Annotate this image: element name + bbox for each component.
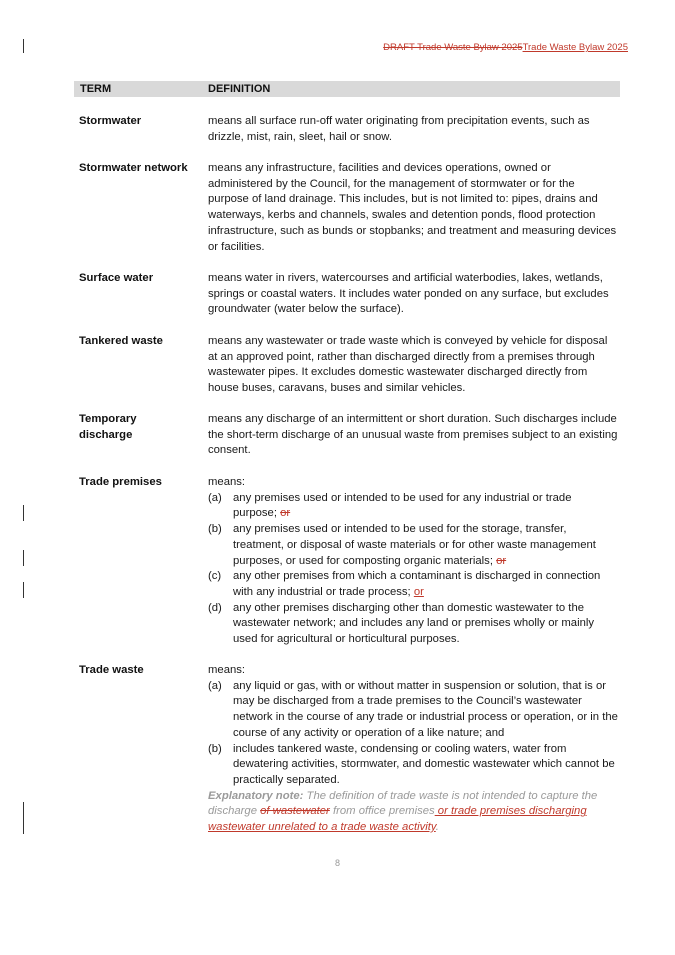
list-item [208,601,618,648]
list-item [208,569,618,600]
definition-block [208,475,618,648]
term-label: Stormwater [79,115,142,127]
list-item-label: (a) [208,491,222,504]
running-header [383,42,628,53]
column-header-term: TERM [80,83,112,95]
list-item-text: includes tankered waste, condensing or cooling waters, water from dewatering activities, stormwater, and domestic wastewater which cannot be practically separated. [233,742,615,786]
definition-list [208,679,618,789]
list-item-label: (c) [208,570,222,583]
column-header-definition: DEFINITION [208,83,271,95]
term-label: Tankered waste [79,335,163,347]
definition-text: means any wastewater or trade waste which is conveyed by vehicle for disposal at an approved point, rather than discharged directly from a premises through wastewater pipes. It excludes domestic wastewater discharged directly from house buses, caravans, buses and similar vehicles. [208,335,608,395]
list-item-label: (b) [208,523,222,536]
page-number: 8 [334,858,340,868]
definition-text: means any infrastructure, facilities and devices operations, owned or administered by the Council, for the management of stormwater or for the purpose of land drainage. This includes, but is not limited to: pipes, drains and waterways, kerbs and channels, swales and detention ponds, flood protection infrastructure, such as bunds or stopbanks; and treatment and measuring devices or facilities. [208,162,617,253]
note-label: Explanatory note: [208,789,304,802]
list-item [208,522,618,569]
definition-block [208,663,618,836]
list-item-label: (a) [208,679,222,692]
definition-list [208,491,618,648]
term-label: Trade premises [79,476,162,488]
list-item-text: any other premises discharging other than domestic wastewater to the wastewater network; and includes any land or premises wholly or mainly used for agricultural or horticultural purposes. [233,601,595,646]
list-item-label: (b) [208,742,222,755]
list-item-text: any premises used or intended to be used for the storage, transfer, treatment, or disposal of waste materials or for other waste management purposes, or used for composting organic materials; [233,523,596,567]
explanatory-note [208,789,618,836]
deleted-text: or [280,507,291,520]
list-item-text: any premises used or intended to be used for any industrial or trade purpose; [233,491,572,520]
list-item-text: any other premises from which a contaminant is discharged in connection with any industrial or trade process; [233,570,601,598]
term-label: Surface water [79,272,154,284]
table-header-row [74,81,620,97]
change-bar [23,582,24,598]
definition-intro: means: [208,476,246,488]
list-item [208,742,618,789]
inserted-text: or trade premises discharging wastewater unrelated to a trade waste activity [208,805,587,834]
definition-text: means any discharge of an intermittent or short duration. Such discharges include the short-term discharge of an unusual waste from premises subject to an existing consent. [208,413,618,457]
note-text: The definition of trade waste is not intended to capture the discharge [208,789,598,818]
list-item [208,679,618,742]
term-label: Temporary discharge [79,413,137,441]
definition-text: means all surface run-off water originating from precipitation events, such as drizzle, mist, rain, sleet, hail or snow. [208,115,590,143]
header-deleted-title: DRAFT Trade Waste Bylaw 2025 [383,42,523,53]
term-label: Trade waste [79,664,144,676]
list-item [208,491,618,522]
change-bar [23,802,24,834]
header-inserted-title: Trade Waste Bylaw 2025 [522,42,628,53]
term-label: Stormwater network [79,162,188,174]
change-bar [23,505,24,521]
list-item-text: any liquid or gas, with or without matter in suspension or solution, that is or may be discharged from a trade premises to the Council’s wastewater network in the course of any trade or industrial process or operation, or in the course of any activity or operation of a like nature; and [233,679,618,739]
list-item-label: (d) [208,601,222,614]
inserted-text: or [413,585,424,598]
definition-intro: means: [208,664,246,676]
deleted-text: or [496,554,507,567]
note-text: from office premises [329,805,435,818]
deleted-text: of wastewater [260,805,330,818]
change-bar [23,39,24,53]
definition-text: means water in rivers, watercourses and artificial waterbodies, lakes, wetlands, springs or coastal waters. It includes water ponded on any surface, but excludes groundwater (water below the surface). [208,272,609,316]
note-text-end: . [435,821,439,834]
change-bar [23,550,24,566]
